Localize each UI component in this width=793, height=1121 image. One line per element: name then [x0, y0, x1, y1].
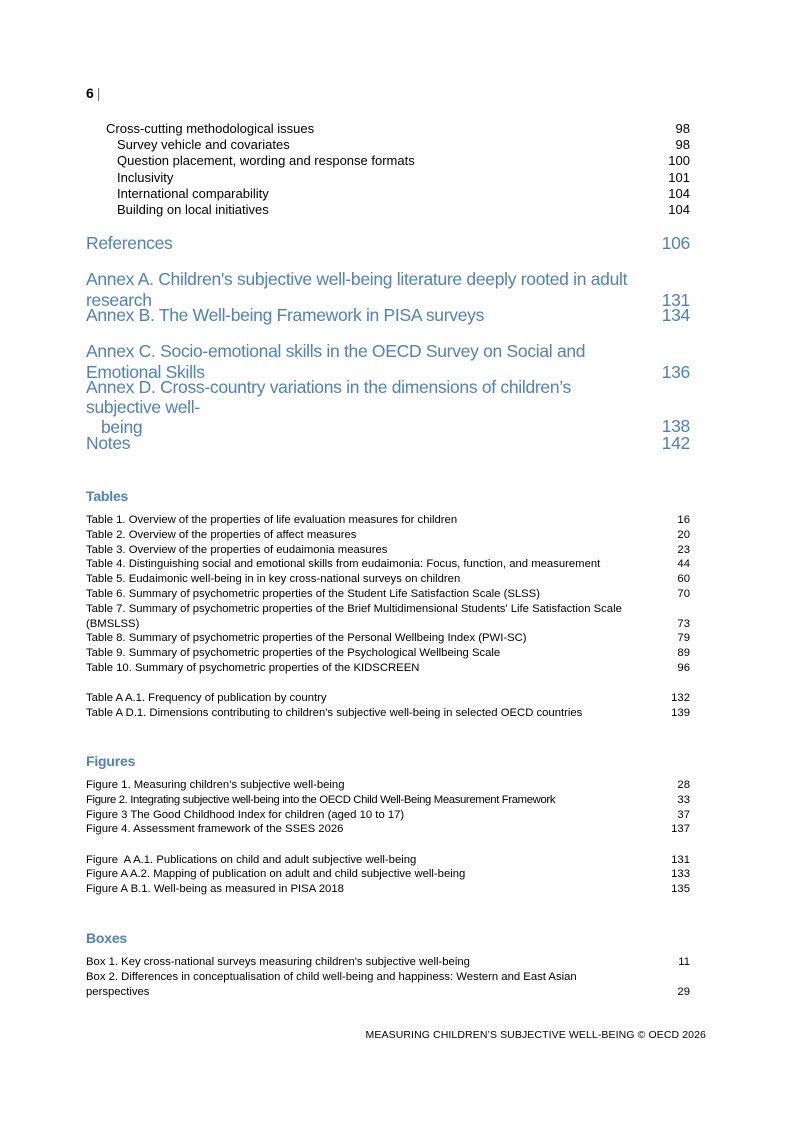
list-item[interactable]: [86, 882, 690, 897]
toc-entry-page: 134: [661, 305, 690, 325]
list-item[interactable]: [86, 955, 690, 970]
list-item-page: 135: [671, 883, 690, 896]
list-item-page: 44: [677, 558, 690, 571]
figures-list: [86, 778, 690, 897]
boxes-list: [86, 955, 690, 999]
list-item-page: 79: [677, 632, 690, 645]
list-item-page: 96: [677, 661, 690, 674]
list-item[interactable]: [86, 557, 690, 572]
list-item-page: 16: [677, 514, 690, 526]
toc-entry-text-line2: being: [101, 417, 143, 437]
list-item-text-line1: Box 2. Differences in conceptualisation of child well-being and happiness: Western and East Asian: [86, 970, 577, 983]
tables-heading: Tables: [86, 488, 129, 504]
toc-entry-page: 104: [668, 185, 690, 201]
toc-entry-page: 104: [668, 202, 690, 218]
list-item[interactable]: [86, 808, 690, 823]
list-item[interactable]: [86, 572, 690, 587]
list-item-page: 33: [677, 793, 690, 806]
list-item-text: Box 1. Key cross-national surveys measuring children's subjective well-being: [86, 956, 470, 968]
list-item-text: Table 6. Summary of psychometric properties of the Student Life Satisfaction Scale (SLSS): [86, 587, 540, 600]
toc-entry-page: 138: [661, 416, 690, 436]
list-item-text: Table 1. Overview of the properties of life evaluation measures for children: [86, 514, 458, 526]
toc-major-entry-annex-b[interactable]: [86, 305, 690, 326]
list-item-text: Table A A.1. Frequency of publication by country: [86, 692, 327, 705]
list-item-page: 29: [677, 985, 690, 998]
list-item-page: 70: [677, 587, 690, 600]
list-item[interactable]: [86, 543, 690, 558]
toc-entry-page: 142: [661, 433, 690, 453]
list-item[interactable]: [86, 528, 690, 543]
toc-major-entry-annex-d[interactable]: [86, 377, 690, 437]
list-item-text-line2: perspectives: [86, 985, 150, 998]
toc-entry-text: Cross-cutting methodological issues: [106, 121, 315, 136]
toc-entry-page: 100: [668, 153, 690, 169]
list-item[interactable]: [86, 513, 690, 528]
list-item[interactable]: [86, 867, 690, 882]
list-item-text: Figure A B.1. Well-being as measured in PISA 2018: [86, 883, 344, 896]
list-item-text: Table 10. Summary of psychometric properties of the KIDSCREEN: [86, 661, 420, 674]
toc-entry-text-line1: Annex D. Cross-country variations in the dimensions of children’s subjective well-: [86, 377, 571, 417]
toc-entry-text: [86, 377, 646, 437]
toc-entry[interactable]: [86, 137, 690, 153]
toc-entry[interactable]: [86, 121, 690, 137]
list-item[interactable]: [86, 691, 690, 706]
list-item-text: Table 9. Summary of psychometric properties of the Psychological Wellbeing Scale: [86, 647, 501, 660]
toc-entry-text: Annex C. Socio-emotional skills in the OECD Survey on Social and Emotional Skills: [86, 341, 586, 382]
toc-entry-text: Building on local initiatives: [117, 202, 269, 218]
list-item-text: Table 2. Overview of the properties of affect measures: [86, 528, 357, 541]
boxes-heading: Boxes: [86, 930, 128, 946]
toc-entry-text: Survey vehicle and covariates: [117, 137, 290, 153]
toc-entry-text: Annex B. The Well-being Framework in PISA surveys: [86, 305, 485, 325]
list-item-page: 20: [677, 528, 690, 541]
list-item[interactable]: [86, 793, 690, 808]
list-item-text: Figure 2. Integrating subjective well-being into the OECD Child Well-Being Measurement Framework: [86, 793, 556, 806]
list-item[interactable]: [86, 631, 690, 646]
list-item-text-line1: Table 7. Summary of psychometric properties of the Brief Multidimensional Students' Life Satisfaction Scale: [86, 602, 622, 615]
list-item[interactable]: [86, 853, 690, 868]
list-item-page: 133: [671, 868, 690, 881]
list-item-page: 28: [677, 779, 690, 791]
list-item[interactable]: [86, 587, 690, 602]
list-item-text: Table 8. Summary of psychometric properties of the Personal Wellbeing Index (PWI-SC): [86, 632, 527, 645]
toc-entry-text: Annex A. Children's subjective well-being literature deeply rooted in adult research: [86, 269, 628, 310]
list-item-text: Table 3. Overview of the properties of eudaimonia measures: [86, 543, 388, 556]
list-item-page: 131: [671, 853, 690, 866]
list-item[interactable]: [86, 970, 690, 1000]
list-item-text: [86, 970, 577, 1000]
list-item-page: 137: [671, 823, 690, 836]
list-item-page: 139: [671, 707, 690, 720]
toc-entry-page: 101: [668, 169, 690, 185]
list-item-text: Figure A A.2. Mapping of publication on adult and child subjective well-being: [86, 868, 466, 881]
list-item-page: 132: [671, 692, 690, 705]
figures-heading: Figures: [86, 753, 136, 769]
list-item[interactable]: [86, 822, 690, 837]
page-number-separator: |: [96, 85, 101, 101]
list-item[interactable]: [86, 661, 690, 676]
list-item[interactable]: [86, 778, 690, 793]
list-item-page: 23: [677, 543, 690, 556]
list-item-page: 37: [677, 808, 690, 821]
toc-entry[interactable]: [86, 202, 690, 218]
toc-entry-text: Inclusivity: [117, 169, 174, 185]
list-item-text: Table 5. Eudaimonic well-being in in key cross-national surveys on children: [86, 573, 461, 586]
list-item-text: Figure 1. Measuring children’s subjective well-being: [86, 779, 345, 791]
list-item-page: 11: [678, 956, 690, 968]
toc-sub-entries: [86, 121, 690, 218]
list-item-text: [86, 602, 622, 632]
page-footer: MEASURING CHILDREN’S SUBJECTIVE WELL-BEING © OECD 2026: [365, 1029, 706, 1041]
spacer: [86, 676, 690, 692]
toc-entry-page: 131: [661, 290, 690, 310]
tables-list: [86, 513, 690, 721]
list-item-page: 60: [677, 573, 690, 586]
list-item-text-line2: (BMSLSS): [86, 617, 140, 630]
toc-entry[interactable]: [86, 186, 690, 202]
toc-entry-page: 106: [661, 233, 690, 253]
toc-entry-page: 98: [675, 137, 690, 153]
toc-entry-page: 98: [675, 121, 690, 136]
page-number: [86, 85, 100, 101]
toc-major-entry-references[interactable]: [86, 233, 690, 254]
spacer: [86, 837, 690, 853]
list-item-text: Figure 4. Assessment framework of the SSES 2026: [86, 823, 344, 836]
list-item-text: Figure A A.1. Publications on child and adult subjective well-being: [86, 853, 417, 866]
toc-major-entry-notes[interactable]: [86, 433, 690, 454]
toc-entry-text: Question placement, wording and response formats: [117, 153, 415, 169]
list-item-text: Table 4. Distinguishing social and emotional skills from eudaimonia: Focus, function, and measurement: [86, 558, 601, 571]
toc-entry-text: International comparability: [117, 185, 269, 201]
list-item[interactable]: [86, 602, 690, 632]
list-item[interactable]: [86, 646, 690, 661]
toc-entry[interactable]: [86, 153, 690, 169]
toc-entry[interactable]: [86, 170, 690, 186]
page-number-value: 6: [86, 85, 94, 101]
list-item-page: 73: [677, 617, 690, 630]
toc-entry-text: Notes: [86, 433, 131, 453]
list-item-page: 89: [677, 647, 690, 660]
list-item-text: Figure 3 The Good Childhood Index for children (aged 10 to 17): [86, 808, 405, 821]
toc-entry-page: 136: [661, 362, 690, 382]
list-item[interactable]: [86, 706, 690, 721]
list-item-text: Table A D.1. Dimensions contributing to children's subjective well-being in selected OECD countries: [86, 707, 583, 720]
toc-entry-text: References: [86, 233, 173, 253]
